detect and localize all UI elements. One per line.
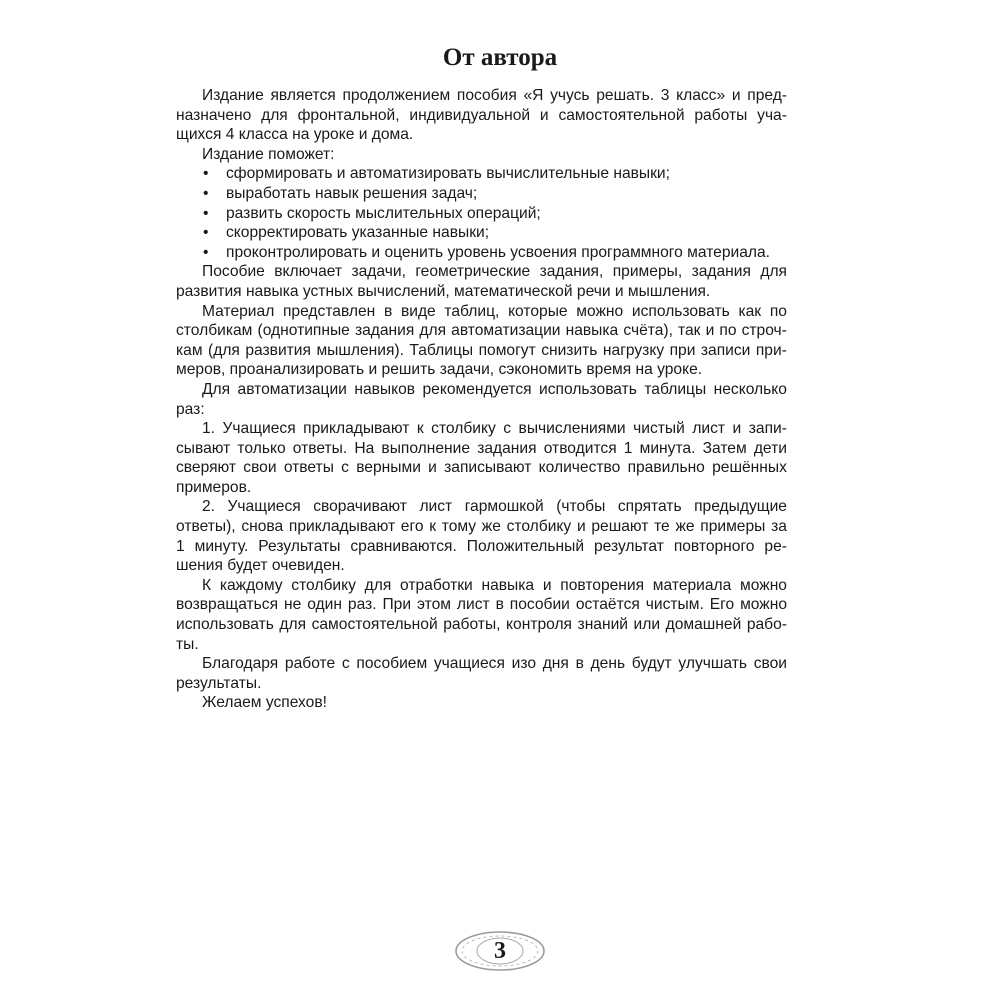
word: отработки (400, 576, 473, 594)
word: Благодаря (202, 655, 279, 673)
word: задачи, (351, 263, 406, 281)
word: задания (477, 439, 537, 457)
paragraph-line: щихся 4 класса на уроке и дома. (176, 126, 414, 144)
word: записывают (444, 459, 532, 477)
word: контроля (506, 616, 573, 634)
bullet-icon: • (203, 184, 209, 202)
word: 1 (176, 537, 185, 555)
paragraph-line: ты. (176, 635, 199, 653)
word: по (719, 322, 737, 340)
word: автоматизации (451, 322, 561, 340)
word: назначено (176, 106, 252, 124)
word: На (354, 439, 375, 457)
word: так (678, 322, 701, 340)
paragraph-line (176, 595, 787, 615)
word: в (495, 596, 504, 614)
list-item (176, 223, 787, 243)
word: Издание (202, 87, 264, 104)
word: с (341, 655, 350, 673)
paragraph-line (176, 517, 787, 537)
paragraph-line (176, 380, 787, 400)
paragraph-line (176, 321, 787, 341)
paragraph-line: примеров. (176, 478, 252, 496)
list-item (176, 204, 787, 224)
paragraph-line (176, 497, 787, 517)
word: тому (441, 518, 477, 536)
word: автоматизации (237, 380, 347, 398)
word: решать. (596, 87, 655, 104)
word: сверяют (176, 459, 237, 477)
bullet-icon: • (203, 204, 209, 222)
word: примеры, (612, 263, 683, 281)
word: как (738, 302, 762, 320)
word: работе (284, 655, 336, 673)
word: гармошкой (464, 498, 544, 516)
word: же (675, 518, 695, 536)
word: день (590, 655, 626, 673)
word: пред- (747, 87, 787, 104)
word: продолжением (342, 87, 451, 104)
word: предыдущие (694, 498, 787, 516)
word: можно (576, 302, 624, 320)
paragraph-line (176, 458, 787, 478)
word: в (383, 302, 393, 320)
word: использовать (539, 380, 637, 398)
word: пособием (356, 655, 428, 673)
paragraph-line (176, 615, 787, 635)
word: навыка (481, 576, 535, 594)
word: учусь (550, 87, 590, 104)
list-item-text: скорректировать указанные навыки; (226, 224, 490, 242)
word: столбику (291, 576, 356, 594)
word: и (731, 87, 741, 104)
word: снизить (541, 341, 598, 359)
body-text (176, 86, 787, 713)
bullet-icon: • (203, 165, 209, 183)
word: раз. (347, 596, 377, 614)
word: использовать (176, 616, 274, 634)
word: повторения (560, 576, 645, 594)
paragraph-line (176, 419, 787, 439)
paragraph-line (176, 262, 787, 282)
word: материала (652, 576, 732, 594)
list-item (176, 164, 787, 184)
word: использовать (631, 302, 730, 320)
paragraph-line: раз: (176, 400, 205, 418)
word: мышления). (316, 341, 404, 359)
word: (чтобы (556, 498, 606, 516)
word: домашней (665, 616, 742, 634)
word: правильно (627, 459, 705, 477)
word: 3 (660, 87, 670, 104)
word: к (429, 518, 437, 536)
word: рабо- (746, 616, 787, 634)
word: решают (591, 518, 649, 536)
paragraph-line (176, 106, 787, 126)
paragraph-line: Издание поможет: (202, 145, 335, 163)
word: и (428, 459, 437, 477)
word: навыков (354, 380, 416, 398)
paragraph-line (176, 302, 787, 322)
word: его (400, 518, 424, 536)
word: сворачивают (313, 498, 407, 516)
paragraph-line (176, 654, 787, 674)
word: для (364, 576, 392, 594)
word: свои (243, 459, 277, 477)
paragraph-line: результаты. (176, 674, 262, 692)
word: Учащиеся (222, 420, 296, 438)
word: к (416, 420, 424, 438)
word: несколько (713, 380, 787, 398)
word: ответы. (292, 439, 348, 457)
word: навыка (565, 322, 619, 340)
word: 2. (202, 498, 216, 516)
word: изо (511, 655, 536, 673)
word: Таблицы (409, 341, 474, 359)
word: 1. (202, 420, 216, 438)
word: при- (755, 341, 787, 359)
word: для (419, 322, 447, 340)
word: решённых (712, 459, 787, 477)
word: каждому (219, 576, 283, 594)
word: и (542, 576, 552, 594)
word: (для (208, 341, 240, 359)
word: сравниваются. (350, 537, 457, 555)
word: при (669, 341, 696, 359)
word: ответы (283, 459, 334, 477)
paragraph-line: развития навыка устных вычислений, математической речи и мышления. (176, 282, 711, 300)
word: включает (274, 263, 343, 281)
word: сывают (176, 439, 231, 457)
word: уча- (757, 106, 787, 124)
word: остаётся (575, 596, 640, 614)
list-item (176, 243, 787, 263)
word: и (539, 106, 549, 124)
word: строч- (741, 322, 787, 340)
word: возвращаться (176, 596, 279, 614)
word: самостоятельной (558, 106, 685, 124)
word: чистый (633, 420, 685, 438)
word: самостоятельной (311, 616, 438, 634)
list-item-text: выработать навык решения задач; (226, 184, 478, 202)
word: Учащиеся (227, 498, 301, 516)
word: снова (241, 518, 284, 536)
list-item-text: проконтролировать и оценить уровень усвоения программного материала. (226, 243, 771, 261)
word: индивидуальной (409, 106, 531, 124)
list-item (176, 184, 787, 204)
word: учащиеся (433, 655, 505, 673)
word: примеры (700, 518, 766, 536)
word: отводится (543, 439, 617, 457)
word: лист (692, 420, 726, 438)
word: рекомендуется (422, 380, 532, 398)
word: количество (538, 459, 621, 477)
word: свои (753, 655, 787, 673)
word: и (705, 322, 715, 340)
word: же (481, 518, 501, 536)
word: за (771, 518, 787, 536)
paragraph-line (176, 341, 787, 361)
word: Затем (702, 439, 747, 457)
page-title: От автора (442, 44, 558, 71)
word: Результаты (258, 537, 341, 555)
paragraph-line: меров, проанализировать и решить задачи, сэкономить время на уроке. (176, 361, 703, 379)
word: с (341, 459, 349, 477)
word: запи- (748, 420, 787, 438)
word: можно (740, 596, 787, 614)
word: задания, (539, 263, 604, 281)
word: которые (508, 302, 568, 320)
word: один (307, 596, 342, 614)
word: записи (700, 341, 751, 359)
bullet-icon: • (203, 243, 209, 261)
word: прикладывают (303, 420, 410, 438)
word: минута. (639, 439, 696, 457)
word: кам (176, 341, 203, 359)
word: ре- (764, 537, 787, 555)
word: 1 (623, 439, 633, 457)
word: столбику (506, 518, 572, 536)
word: или (633, 616, 661, 634)
word: таблиц, (444, 302, 500, 320)
word: К (202, 576, 212, 594)
word: в (575, 655, 584, 673)
word: вычислениями (518, 420, 626, 438)
word: Его (709, 596, 735, 614)
word: является (270, 87, 336, 104)
word: прикладывают (288, 518, 396, 536)
word: не (283, 596, 302, 614)
word: для (261, 106, 288, 124)
page-number: 3 (494, 938, 506, 964)
word: верными (356, 459, 421, 477)
word: для (279, 616, 307, 634)
word: спрятать (617, 498, 682, 516)
word: лист (419, 498, 453, 516)
word: Пособие (202, 263, 265, 281)
word: можно (740, 576, 787, 594)
word: выполнение (381, 439, 471, 457)
word: таблицы (644, 380, 707, 398)
page-number-badge (452, 928, 548, 974)
word: знаний (577, 616, 629, 634)
word: Материал (202, 302, 275, 320)
word: развития (245, 341, 311, 359)
word: виде (400, 302, 436, 320)
word: работы, (443, 616, 501, 634)
word: (однотипные (257, 322, 350, 340)
word: нагрузку (602, 341, 665, 359)
word: повторного (673, 537, 755, 555)
word: задания (691, 263, 751, 281)
word: лист (456, 596, 490, 614)
word: улучшать (678, 655, 747, 673)
paragraph-line (176, 537, 787, 557)
word: по (769, 302, 787, 320)
paragraph-line (176, 86, 787, 106)
list-item-text: развить скорость мыслительных операций; (226, 204, 541, 222)
word: для (760, 263, 787, 281)
paragraph-line (176, 439, 787, 459)
word: ответы), (176, 518, 236, 536)
word: те (654, 518, 670, 536)
word: будут (631, 655, 672, 673)
word: фронтальной, (297, 106, 400, 124)
word: представлен (282, 302, 376, 320)
paragraph-line: Желаем успехов! (202, 694, 327, 712)
paragraph-line: шения будет очевиден. (176, 557, 345, 575)
word: и (732, 420, 742, 438)
word: счёта), (623, 322, 673, 340)
word: При (382, 596, 412, 614)
word: Для (202, 380, 231, 398)
bullet-icon: • (203, 224, 209, 242)
paragraph-line (176, 576, 787, 596)
word: работы (694, 106, 748, 124)
list-item-text: сформировать и автоматизировать вычислительные навыки; (226, 165, 670, 183)
word: этом (416, 596, 451, 614)
word: и (576, 518, 586, 536)
word: только (237, 439, 286, 457)
word: геометрические (415, 263, 531, 281)
word: пособии (509, 596, 570, 614)
word: пособия (456, 87, 517, 104)
word: столбикам (176, 322, 253, 340)
word: помогут (478, 341, 536, 359)
word: дня (542, 655, 569, 673)
word: «Я (523, 87, 544, 104)
word: чистым. (645, 596, 704, 614)
word: класс» (676, 87, 726, 104)
word: столбику (431, 420, 496, 438)
word: результат (594, 537, 664, 555)
word: дети (753, 439, 787, 457)
word: минуту. (194, 537, 249, 555)
word: с (503, 420, 512, 438)
word: Положительный (466, 537, 585, 555)
word: задания (354, 322, 415, 340)
